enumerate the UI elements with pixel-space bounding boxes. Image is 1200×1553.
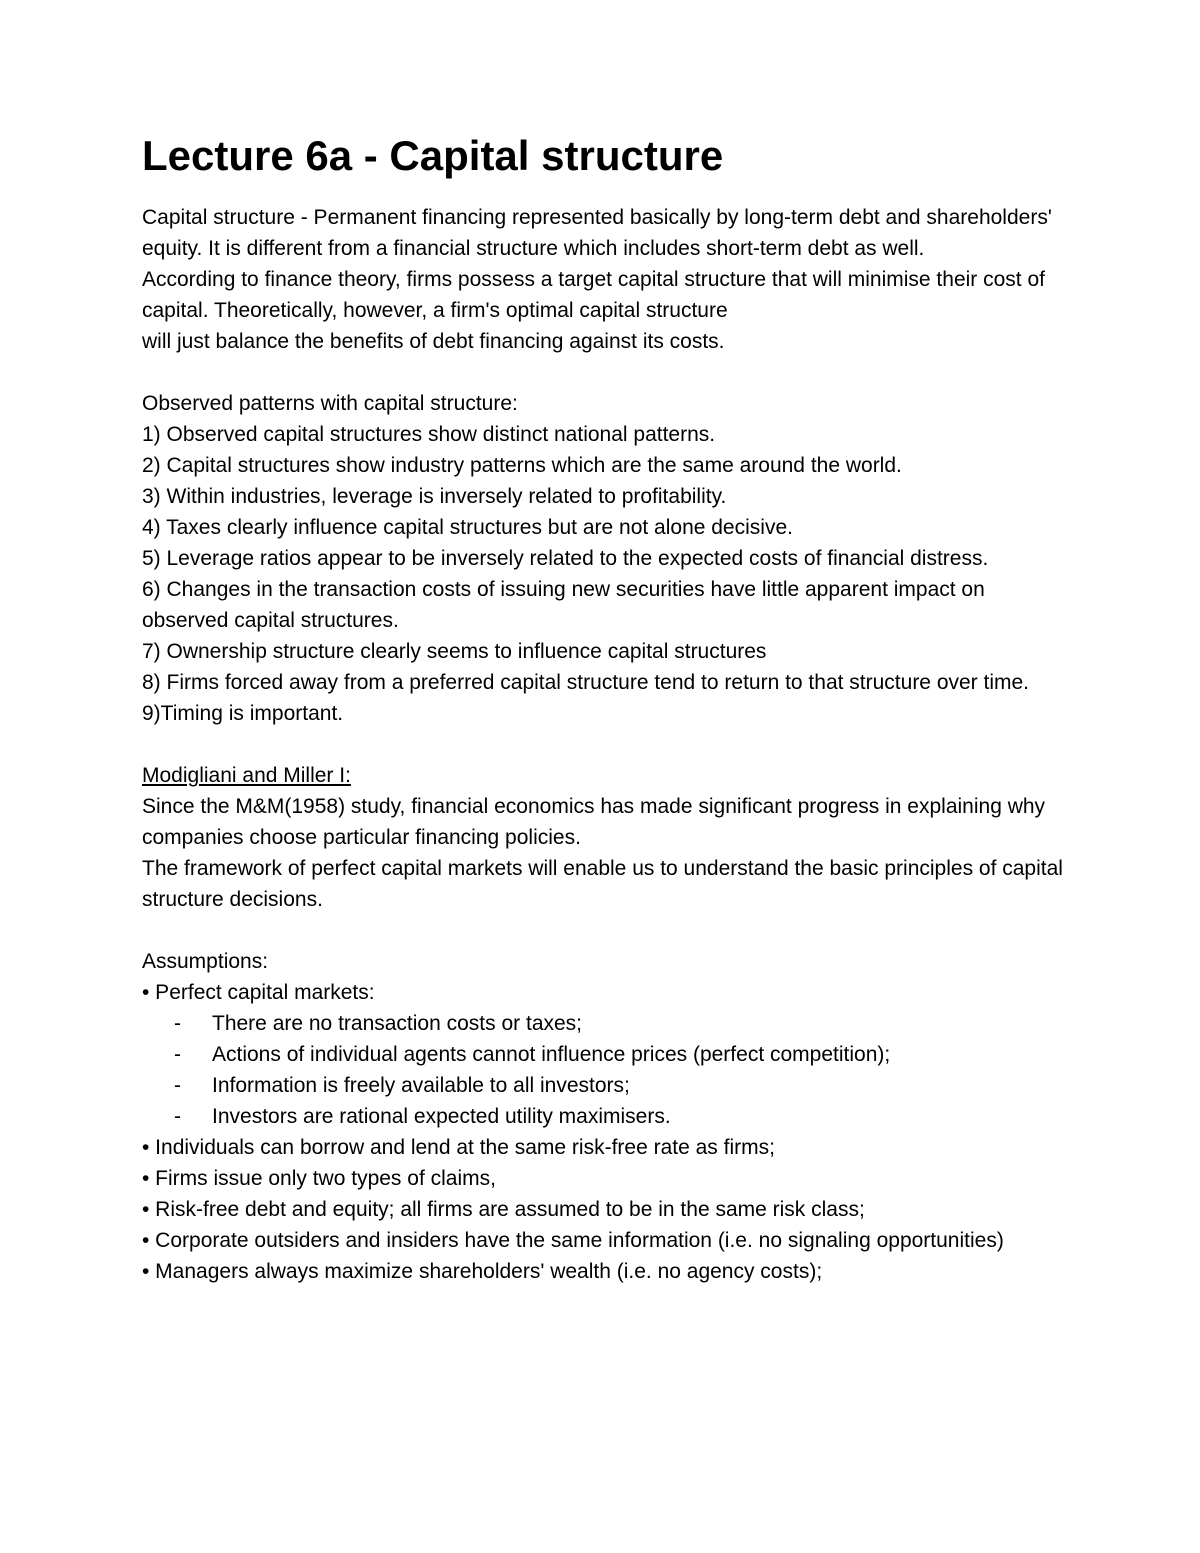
spacer — [142, 357, 1072, 388]
pattern-item-3: 3) Within industries, leverage is inversely related to profitability. — [142, 485, 727, 508]
sub-assumption-text: There are no transaction costs or taxes; — [212, 1012, 583, 1035]
dash-marker: - — [174, 1105, 181, 1128]
document-page — [142, 132, 1072, 1287]
pattern-item-5: 5) Leverage ratios appear to be inversely related to the expected costs of financial distress. — [142, 547, 989, 570]
mm-paragraph-1: Since the M&M(1958) study, financial economics has made significant progress in explaining why companies choose particular financing policies. — [142, 795, 1046, 849]
assumption-item-borrow-lend: • Individuals can borrow and lend at the same risk-free rate as firms; — [142, 1136, 775, 1159]
pattern-item-1: 1) Observed capital structures show distinct national patterns. — [142, 423, 716, 446]
pattern-item-7: 7) Ownership structure clearly seems to influence capital structures — [142, 640, 767, 663]
patterns-list — [142, 419, 1072, 729]
spacer — [142, 729, 1072, 760]
spacer — [142, 915, 1072, 946]
finance-theory-paragraph-b: will just balance the benefits of debt financing against its costs. — [142, 330, 725, 353]
sub-assumption-2 — [142, 1039, 1072, 1070]
assumption-item-two-claims: • Firms issue only two types of claims, — [142, 1167, 496, 1190]
assumption-item-risk-class: • Risk-free debt and equity; all firms are assumed to be in the same risk class; — [142, 1198, 865, 1221]
pattern-item-2: 2) Capital structures show industry patterns which are the same around the world. — [142, 454, 902, 477]
dash-marker: - — [174, 1012, 181, 1035]
assumptions-list — [142, 977, 1072, 1287]
pattern-item-8: 8) Firms forced away from a preferred capital structure tend to return to that structure over time. — [142, 671, 1030, 694]
mm-paragraph-2: The framework of perfect capital markets will enable us to understand the basic principles of capital structure decisions. — [142, 857, 1063, 911]
assumption-item-same-information: • Corporate outsiders and insiders have the same information (i.e. no signaling opportunities) — [142, 1229, 1004, 1252]
patterns-heading: Observed patterns with capital structure: — [142, 392, 518, 415]
dash-marker: - — [174, 1074, 181, 1097]
dash-marker: - — [174, 1043, 181, 1066]
assumption-perfect-markets-label: • Perfect capital markets: — [142, 981, 375, 1004]
sub-assumption-text: Information is freely available to all investors; — [212, 1074, 630, 1097]
capital-structure-definition: Capital structure - Permanent financing represented basically by long-term debt and shareholders' equity. It is different from a financial structure which includes short-term debt as well. — [142, 206, 1052, 260]
assumptions-heading: Assumptions: — [142, 950, 269, 973]
sub-assumption-text: Actions of individual agents cannot influence prices (perfect competition); — [212, 1043, 891, 1066]
perfect-markets-sublist — [142, 1008, 1072, 1132]
pattern-item-4: 4) Taxes clearly influence capital structures but are not alone decisive. — [142, 516, 793, 539]
finance-theory-paragraph-a: According to finance theory, firms possess a target capital structure that will minimise their cost of capital. Theoretically, however, a firm's optimal capital structure — [142, 268, 1045, 322]
assumption-item-no-agency-costs: • Managers always maximize shareholders' wealth (i.e. no agency costs); — [142, 1260, 823, 1283]
sub-assumption-1 — [142, 1008, 1072, 1039]
sub-assumption-text: Investors are rational expected utility maximisers. — [212, 1105, 671, 1128]
pattern-item-9: 9)Timing is important. — [142, 702, 344, 725]
mm-heading: Modigliani and Miller I: — [142, 764, 351, 787]
sub-assumption-4 — [142, 1101, 1072, 1132]
document-title: Lecture 6a - Capital structure — [142, 132, 724, 179]
pattern-item-6: 6) Changes in the transaction costs of issuing new securities have little apparent impact on observed capital structures. — [142, 578, 985, 632]
sub-assumption-3 — [142, 1070, 1072, 1101]
assumption-perfect-markets — [142, 977, 1072, 1132]
